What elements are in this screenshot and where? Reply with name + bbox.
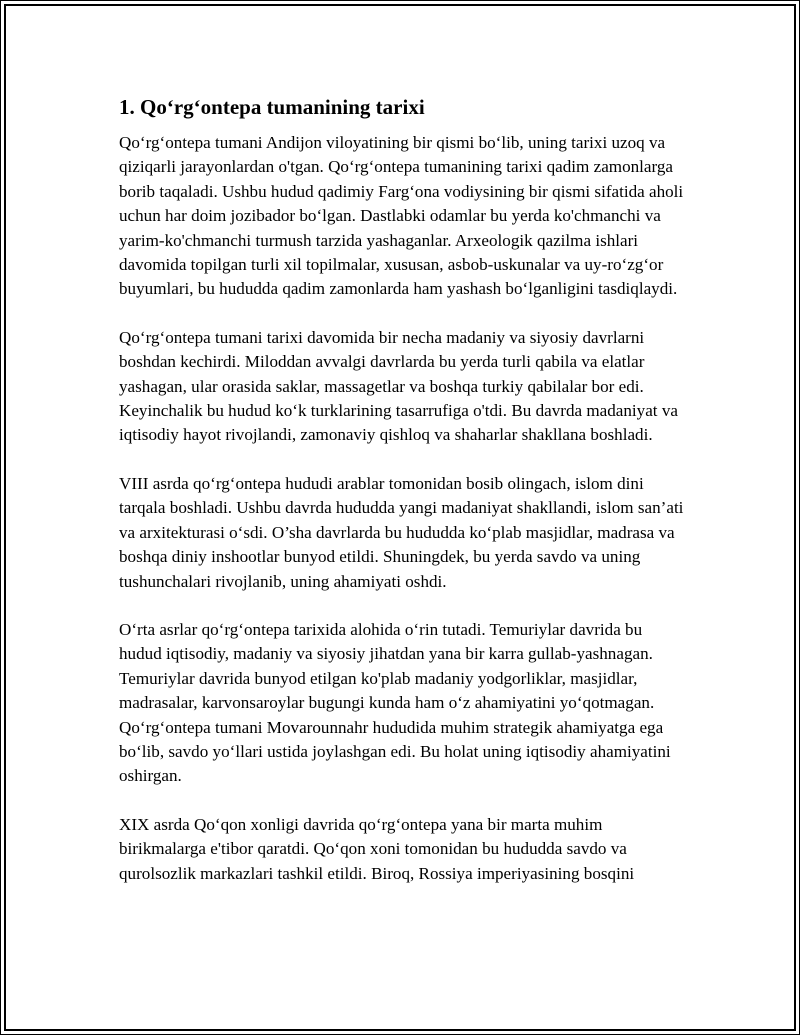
paragraph-2: Qo‘rg‘ontepa tumani tarixi davomida bir necha madaniy va siyosiy davrlarni boshdan kechirdi. Miloddan avvalgi davrlarda bu yerda turli qabila va elatlar yashagan, ular orasida saklar, massagetlar va boshqa turkiy qabilalar bor edi. Keyinchalik bu hudud ko‘k turklarining tasarrufiga o'tdi. Bu davrda madaniyat va iqtisodiy hayot rivojlandi, zamonaviy qishloq va shaharlar shakllana boshladi. <box>119 327 678 445</box>
paragraph-1: Qo‘rg‘ontepa tumani Andijon viloyatining bir qismi bo‘lib, uning tarixi uzoq va qiziqarli jarayonlardan o'tgan. Qo‘rg‘ontepa tumanining tarixi qadim zamonlarga borib taqaladi. Ushbu hudud qadimiy Farg‘ona vodiysining bir qismi sifatida aholi uchun har doim jozibador bo‘lgan. Dastlabki odamlar bu yerda ko'chmanchi va yarim-ko'chmanchi turmush tarzida yashaganlar. Arxeologik qazilma ishlari davomida topilgan turli xil topilmalar, xususan, asbob-uskunalar va uy-ro‘zg‘or buyumlari, bu hududda qadim zamonlarda ham yashash bo‘lganligini tasdiqlaydi. <box>119 133 684 299</box>
paragraph-3: VIII asrda qo‘rg‘ontepa hududi arablar tomonidan bosib olingach, islom dini tarqala boshladi. Ushbu davrda hududda yangi madaniyat shakllandi, islom san’ati va arxitekturasi o‘sdi. O’sha davrlarda bu hududda ko‘plab masjidlar, madrasa va boshqa diniy inshootlar bunyod etildi. Shuningdek, bu yerda savdo va uning tushunchalari rivojlanib, uning ahamiyati oshdi. <box>119 473 684 591</box>
document-body <box>119 94 687 910</box>
paragraph-4: O‘rta asrlar qo‘rg‘ontepa tarixida alohida o‘rin tutadi. Temuriylar davrida bu hudud iqtisodiy, madaniy va siyosiy jihatdan yana bir karra gullab-yashnagan. Temuriylar davrida bunyod etilgan ko'plab madaniy yodgorliklar, masjidlar, madrasalar, karvonsaroylar bugungi kunda ham o‘z ahamiyatini yo‘qotmagan. Qo‘rg‘ontepa tumani Movarounnahr hududida muhim strategik ahamiyatga ega bo‘lib, savdo yo‘llari ustida joylashgan edi. Bu holat uning iqtisodiy ahamiyatini oshirgan. <box>119 619 671 786</box>
section-heading: 1. Qo‘rg‘ontepa tumanining tarixi <box>119 95 425 119</box>
paragraph-5: XIX asrda Qo‘qon xonligi davrida qo‘rg‘ontepa yana bir marta muhim birikmalarga e'tibor qaratdi. Qo‘qon xoni tomonidan bu hududda savdo va qurolsozlik markazlari tashkil etildi. Biroq, Rossiya imperiyasining bosqini <box>119 814 635 883</box>
